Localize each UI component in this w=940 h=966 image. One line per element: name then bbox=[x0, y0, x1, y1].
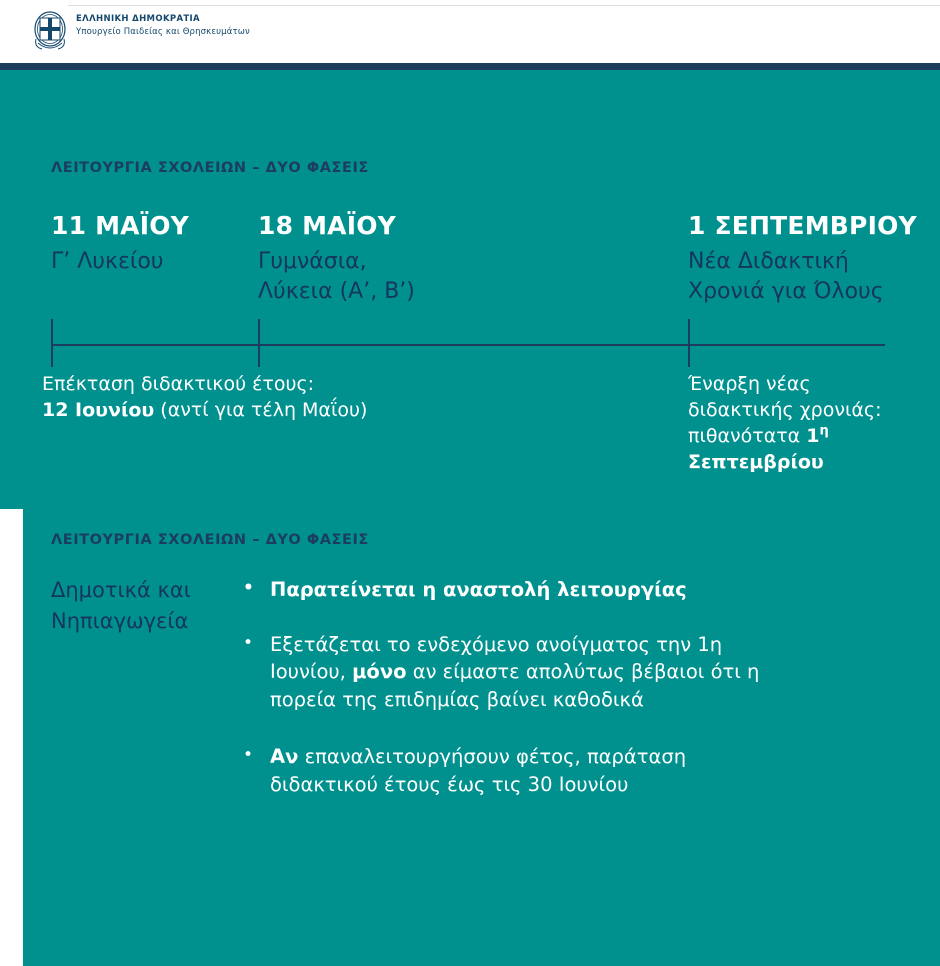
bullet-text-post: επαναλειτουργήσουν φέτος, παράταση διδακτικού έτους έως τις 30 Ιουνίου bbox=[270, 745, 687, 796]
milestone-description: Γ’ Λυκείου bbox=[51, 249, 164, 274]
milestone-description: Γυμνάσια, bbox=[258, 249, 367, 274]
note-bold-ordinal: 1 bbox=[806, 425, 820, 447]
measures-list bbox=[240, 576, 760, 825]
timeline-note-right bbox=[688, 371, 898, 475]
bullet-text-bold: Αν bbox=[270, 745, 299, 768]
timeline-panel bbox=[0, 63, 940, 509]
bullet-text-post: αν είμαστε απολύτως βέβαιοι ότι η πορεία της επιδημίας βαίνει καθοδικά bbox=[270, 660, 760, 711]
milestone-date: 18 ΜΑΪΟΥ bbox=[258, 211, 396, 240]
greek-coat-of-arms-icon bbox=[30, 9, 70, 53]
milestone-date: 11 ΜΑΪΟΥ bbox=[51, 211, 189, 240]
milestone-date: 1 ΣΕΠΤΕΜΒΡΙΟΥ bbox=[688, 211, 917, 240]
section-two-heading: ΛΕΙΤΟΥΡΓΙΑ ΣΧΟΛΕΙΩΝ – ΔΥΟ ΦΑΣΕΙΣ bbox=[51, 532, 369, 548]
timeline-axis bbox=[51, 344, 885, 346]
milestone-column bbox=[51, 211, 189, 277]
ministry-header bbox=[0, 0, 940, 63]
bullet-text: Παρατείνεται η αναστολή λειτουργίας bbox=[270, 578, 687, 601]
milestone-column bbox=[688, 211, 917, 307]
note-bold-month: Σεπτεμβρίου bbox=[688, 451, 824, 473]
list-item bbox=[240, 743, 760, 798]
note-lead: Έναρξη νέας διδακτικής χρονιάς: πιθανότατα bbox=[688, 373, 882, 447]
timeline-tick bbox=[51, 319, 53, 367]
timeline-tick bbox=[258, 319, 260, 367]
ministry-subtitle: Υπουργείο Παιδείας και Θρησκευμάτων bbox=[76, 27, 250, 37]
header-divider bbox=[68, 5, 940, 6]
note-lead: Επέκταση διδακτικού έτους: bbox=[42, 373, 315, 395]
milestone-description: Νέα Διδακτική bbox=[688, 249, 849, 274]
note-bold-ordinal-suffix: η bbox=[819, 423, 829, 439]
milestone-column bbox=[258, 211, 415, 307]
list-item bbox=[240, 576, 760, 604]
panel-accent-bar bbox=[0, 63, 940, 70]
bullet-text-bold: μόνο bbox=[352, 660, 407, 683]
category-label: Δημοτικά και Νηπιαγωγεία bbox=[51, 578, 191, 633]
timeline-note-left bbox=[42, 371, 462, 423]
milestone-description-line2: Λύκεια (Α’, Β’) bbox=[258, 279, 415, 304]
section-one-heading: ΛΕΙΤΟΥΡΓΙΑ ΣΧΟΛΕΙΩΝ – ΔΥΟ ΦΑΣΕΙΣ bbox=[51, 160, 369, 176]
ministry-identity bbox=[76, 13, 250, 39]
bullet-text-pre: Εξετάζεται το ενδεχόμενο ανοίγματος την 1η Ιουνίου, bbox=[270, 632, 723, 683]
milestone-description-line2: Χρονιά για Όλους bbox=[688, 279, 884, 304]
ministry-title: ΕΛΛΗΝΙΚΗ ΔΗΜΟΚΡΑΤΙΑ bbox=[76, 14, 200, 24]
note-tail: (αντί για τέλη Μαΐου) bbox=[154, 399, 368, 421]
list-item bbox=[240, 631, 760, 714]
note-bold-date: 12 Ιουνίου bbox=[42, 399, 155, 421]
timeline-tick bbox=[688, 319, 690, 367]
